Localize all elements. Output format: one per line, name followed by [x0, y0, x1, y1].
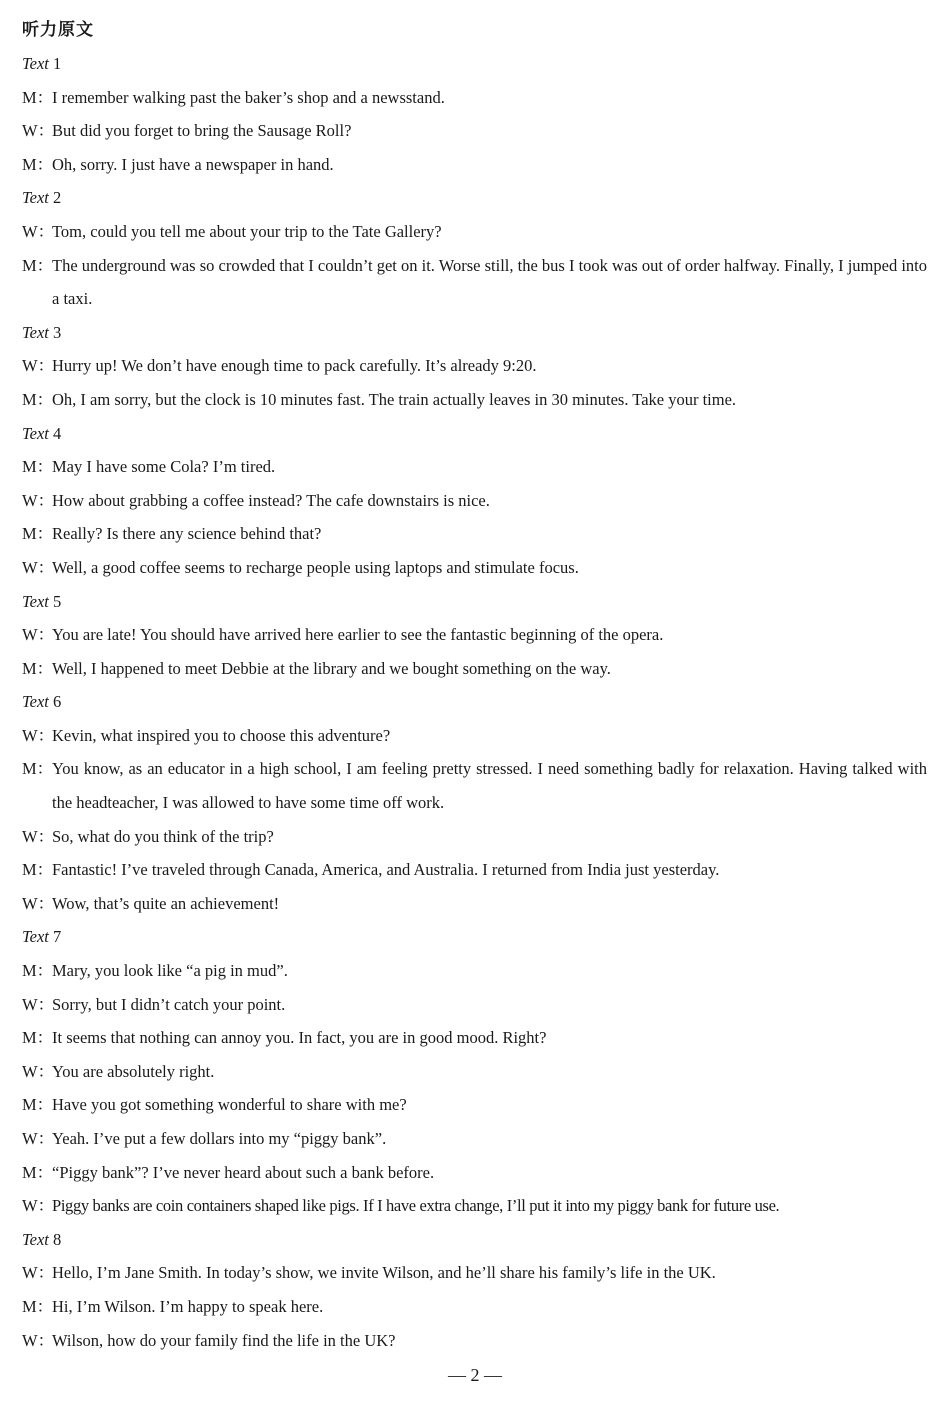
dialogue-line — [22, 484, 927, 518]
dialogue-text: Oh, sorry. I just have a newspaper in hand. — [52, 154, 334, 174]
speaker-label: W： — [22, 356, 55, 376]
dialogue-line — [22, 853, 927, 887]
speaker-label: W： — [22, 1196, 55, 1216]
speaker-label: M： — [22, 759, 54, 779]
speaker-label: M： — [22, 1028, 54, 1048]
text-heading: Text 2 — [22, 188, 62, 208]
dialogue-text: Kevin, what inspired you to choose this adventure? — [52, 725, 391, 745]
speaker-label: W： — [22, 557, 55, 577]
dialogue-text: The underground was so crowded that I couldn’t get on it. Worse still, the bus I took was out of order halfway. Finally, I jumped into a taxi. — [52, 255, 927, 309]
speaker-label: W： — [22, 1129, 55, 1148]
transcript-page — [22, 14, 927, 1357]
dialogue-text: How about grabbing a coffee instead? The cafe downstairs is nice. — [52, 490, 490, 510]
dialogue-line — [22, 1021, 927, 1055]
speaker-label: W： — [22, 1263, 55, 1283]
speaker-label: W： — [22, 994, 55, 1014]
dialogue-line — [22, 1256, 927, 1290]
speaker-label: W： — [22, 826, 55, 846]
speaker-label: W： — [22, 221, 55, 241]
dialogue-text: Really? Is there any science behind that? — [52, 524, 322, 544]
speaker-label: M： — [22, 255, 54, 275]
dialogue-line — [22, 1324, 927, 1358]
dialogue-line — [22, 114, 927, 148]
speaker-label: M： — [22, 860, 54, 880]
speaker-label: W： — [22, 1061, 55, 1081]
text-heading: Text 8 — [22, 1229, 62, 1249]
dialogue-line — [22, 954, 927, 988]
text-heading: Text 5 — [22, 591, 62, 611]
speaker-label: M： — [22, 389, 54, 409]
speaker-label: M： — [22, 154, 54, 174]
dialogue-text: Piggy banks are coin containers shaped like pigs. If I have extra change, I’ll put it into my piggy bank for future use. — [52, 1196, 780, 1216]
dialogue-text: Have you got something wonderful to share with me? — [52, 1095, 407, 1115]
dialogue-line — [22, 81, 927, 115]
dialogue-line — [22, 249, 927, 316]
dialogue-text: Hello, I’m Jane Smith. In today’s show, we invite Wilson, and he’ll share his family’s life in the UK. — [52, 1263, 716, 1283]
dialogue-text: Well, a good coffee seems to recharge people using laptops and stimulate focus. — [52, 557, 579, 577]
dialogue-text: You know, as an educator in a high school, I am feeling pretty stressed. I need something badly for relaxation. Having talked with the headteacher, I was allowed to have some time off work. — [52, 759, 927, 813]
page-title: 听力原文 — [22, 20, 94, 40]
dialogue-line — [22, 1189, 927, 1223]
dialogue-text: Oh, I am sorry, but the clock is 10 minutes fast. The train actually leaves in 30 minutes. Take your time. — [52, 389, 737, 409]
dialogue-line — [22, 1055, 927, 1089]
text-heading: Text 1 — [22, 54, 62, 73]
dialogue-line — [22, 383, 927, 417]
dialogue-line — [22, 618, 927, 652]
dialogue-line — [22, 752, 927, 819]
dialogue-line — [22, 148, 927, 182]
speaker-label: M： — [22, 1162, 54, 1182]
speaker-label: W： — [22, 625, 55, 645]
dialogue-text: I remember walking past the baker’s shop and a newsstand. — [52, 87, 445, 107]
dialogue-text: So, what do you think of the trip? — [52, 826, 274, 846]
dialogue-line — [22, 1088, 927, 1122]
text-heading: Text 3 — [22, 322, 62, 342]
dialogue-text: It seems that nothing can annoy you. In fact, you are in good mood. Right? — [52, 1028, 547, 1048]
dialogue-text: Well, I happened to meet Debbie at the library and we bought something on the way. — [52, 658, 611, 678]
dialogue-text: You are late! You should have arrived here earlier to see the fantastic beginning of the opera. — [52, 625, 664, 645]
dialogue-text: Mary, you look like “a pig in mud”. — [52, 961, 288, 981]
speaker-label: M： — [22, 1296, 54, 1316]
dialogue-text: “Piggy bank”? I’ve never heard about such a bank before. — [52, 1162, 435, 1182]
dialogue-text: Tom, could you tell me about your trip to the Tate Gallery? — [52, 221, 442, 241]
dialogue-line — [22, 1290, 927, 1324]
dialogue-text: Wilson, how do your family find the life in the UK? — [52, 1330, 396, 1350]
dialogue-line — [22, 215, 927, 249]
dialogue-text: But did you forget to bring the Sausage Roll? — [52, 121, 352, 141]
text-heading: Text 6 — [22, 692, 62, 712]
dialogue-text: May I have some Cola? I’m tired. — [52, 457, 276, 477]
speaker-label: W： — [22, 1330, 55, 1350]
dialogue-line — [22, 988, 927, 1022]
speaker-label: M： — [22, 524, 54, 544]
dialogue-text: Wow, that’s quite an achievement! — [52, 893, 280, 913]
dialogue-text: Sorry, but I didn’t catch your point. — [52, 994, 286, 1014]
dialogue-line — [22, 887, 927, 921]
speaker-label: W： — [22, 121, 55, 141]
text-heading: Text 7 — [22, 927, 62, 947]
dialogue-text: Yeah. I’ve put a few dollars into my “piggy bank”. — [52, 1129, 387, 1148]
speaker-label: M： — [22, 87, 54, 107]
speaker-label: W： — [22, 893, 55, 913]
dialogue-line — [22, 719, 927, 753]
speaker-label: M： — [22, 1095, 54, 1115]
dialogue-text: You are absolutely right. — [52, 1061, 215, 1081]
text-heading: Text 4 — [22, 423, 62, 443]
dialogue-line — [22, 450, 927, 484]
dialogue-line — [22, 349, 927, 383]
dialogue-text: Fantastic! I’ve traveled through Canada, America, and Australia. I returned from India just yesterday. — [52, 860, 720, 880]
dialogue-text: Hurry up! We don’t have enough time to pack carefully. It’s already 9:20. — [52, 356, 537, 376]
dialogue-line — [22, 652, 927, 686]
speaker-label: W： — [22, 725, 55, 745]
page-number: — 2 — — [448, 1365, 502, 1385]
dialogue-line — [22, 517, 927, 551]
speaker-label: M： — [22, 457, 54, 477]
dialogue-line — [22, 551, 927, 585]
speaker-label: M： — [22, 658, 54, 678]
dialogue-line — [22, 820, 927, 854]
speaker-label: M： — [22, 961, 54, 981]
dialogue-line — [22, 1156, 927, 1190]
dialogue-line — [22, 1122, 927, 1156]
speaker-label: W： — [22, 490, 55, 510]
dialogue-text: Hi, I’m Wilson. I’m happy to speak here. — [52, 1296, 324, 1316]
